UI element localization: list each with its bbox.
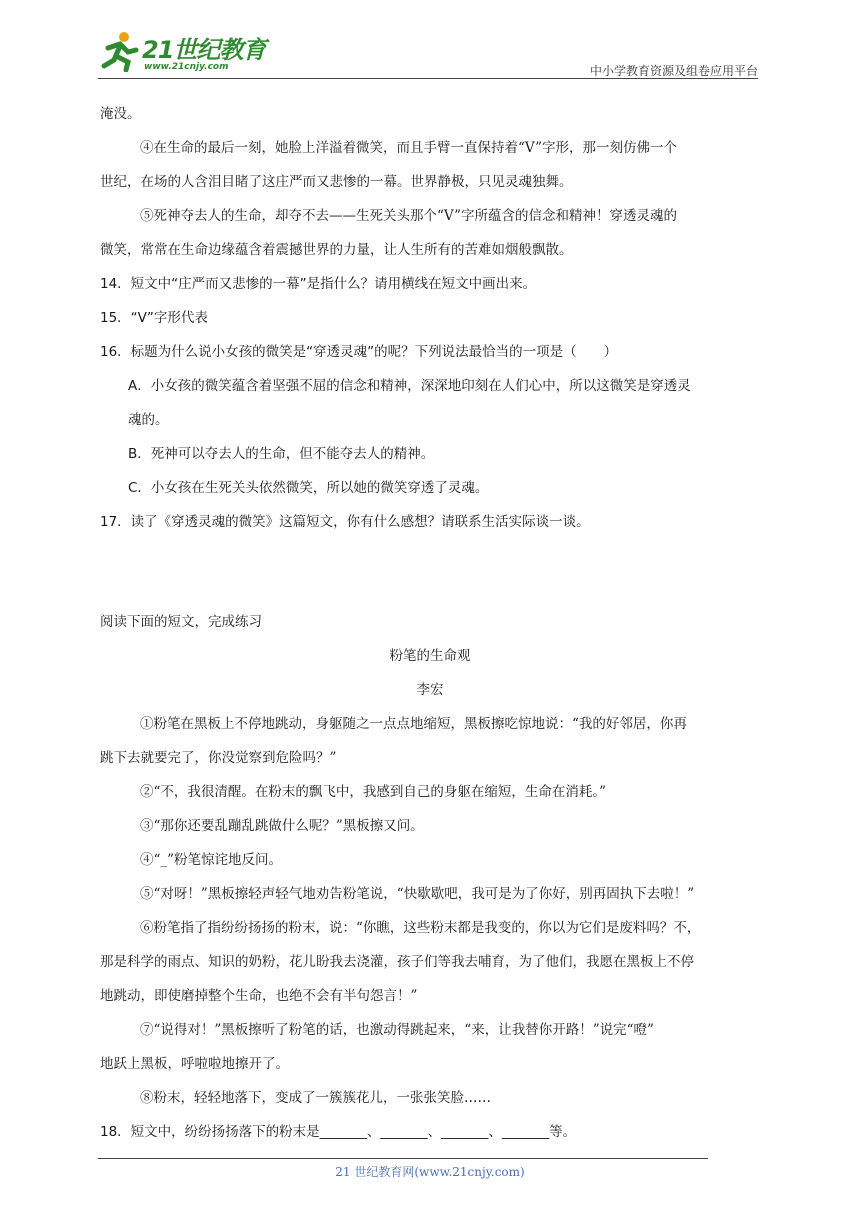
passage-line: 淹没。 [100,106,141,122]
passage-title: 粉笔的生命观 [389,648,471,664]
footer-divider [98,1158,708,1159]
passage-line: 微笑，常常在生命边缘蕴含着震撼世界的力量，让人生所有的苦难如烟般飘散。 [100,242,573,258]
question-16: 16．标题为什么说小女孩的微笑是“穿透灵魂”的呢？下列说法最恰当的一项是（ ） [100,344,618,360]
passage-paragraph-8: ⑧粉末，轻轻地落下，变成了一簇簇花儿，一张张笑脸…… [140,1090,491,1106]
page-header [98,28,758,80]
question-18: 18．短文中，纷纷扬扬落下的粉末是_______、_______、_______、_______等。 [100,1124,577,1140]
question-14: 14．短文中“庄严而又悲惨的一幕”是指什么？请用横线在短文中画出来。 [100,276,537,292]
passage-paragraph-2: ②“不，我很清醒。在粉末的飘飞中，我感到自己的身躯在缩短，生命在消耗。” [140,784,607,800]
passage-paragraph-3: ③“那你还要乱蹦乱跳做什么呢？”黑板擦又问。 [140,818,424,834]
header-divider [98,78,758,79]
option-c: C．小女孩在生死关头依然微笑，所以她的微笑穿透了灵魂。 [128,480,489,496]
question-17: 17．读了《穿透灵魂的微笑》这篇短文，你有什么感想？请联系生活实际谈一谈。 [100,514,590,530]
passage-line: 世纪，在场的人含泪目睹了这庄严而又悲惨的一幕。世界静极，只见灵魂独舞。 [100,174,573,190]
passage-line: 那是科学的雨点、知识的奶粉，花儿盼我去浇灌，孩子们等我去哺育，为了他们，我愿在黑板上不停 [100,954,694,970]
passage-paragraph-1: ①粉笔在黑板上不停地跳动，身躯随之一点点地缩短，黑板擦吃惊地说：“我的好邻居，你再 [140,716,687,732]
passage-paragraph-6: ⑥粉笔指了指纷纷扬扬的粉末，说：“你瞧，这些粉末都是我变的，你以为它们是废料吗？不， [140,920,701,936]
site-logo[interactable] [98,28,278,76]
passage-paragraph-4: ④在生命的最后一刻，她脸上洋溢着微笑，而且手臂一直保持着“V”字形，那一刻仿佛一个 [140,140,678,156]
question-15: 15．“V”字形代表 [100,310,208,326]
running-figure-icon [98,30,142,72]
passage-line: 地跃上黑板，呼啦啦地擦开了。 [100,1056,289,1072]
passage-line: 地跳动，即使磨掉整个生命，也绝不会有半句怨言！” [100,988,418,1004]
passage-paragraph-7: ⑦“说得对！”黑板擦听了粉笔的话，也激动得跳起来，“来，让我替你开路！”说完“噔” [140,1022,654,1038]
passage-paragraph-5: ⑤“对呀！”黑板擦轻声轻气地劝告粉笔说，“快歇歇吧，我可是为了你好，别再固执下去啦！” [140,886,695,902]
logo-text: 21世纪教育 [142,36,266,64]
option-a-continued: 魂的。 [128,412,169,428]
option-b: B．死神可以夺去人的生命，但不能夺去人的精神。 [128,446,435,462]
page-footer[interactable]: 21 世纪教育网(www.21cnjy.com) [335,1165,525,1179]
logo-url: www.21cnjy.com [144,62,229,72]
passage-paragraph-5: ⑤死神夺去人的生命，却夺不去——生死关头那个“V”字所蕴含的信念和精神！穿透灵魂的 [140,208,678,224]
passage-line: 跳下去就要完了，你没觉察到危险吗？” [100,750,337,766]
reading-instruction: 阅读下面的短文，完成练习 [100,614,262,630]
platform-name: 中小学教育资源及组卷应用平台 [589,64,758,78]
passage-paragraph-4: ④“_”粉笔惊诧地反问。 [140,852,283,868]
passage-author: 李宏 [416,682,444,698]
option-a: A．小女孩的微笑蕴含着坚强不屈的信念和精神，深深地印刻在人们心中，所以这微笑是穿透灵 [128,378,691,394]
